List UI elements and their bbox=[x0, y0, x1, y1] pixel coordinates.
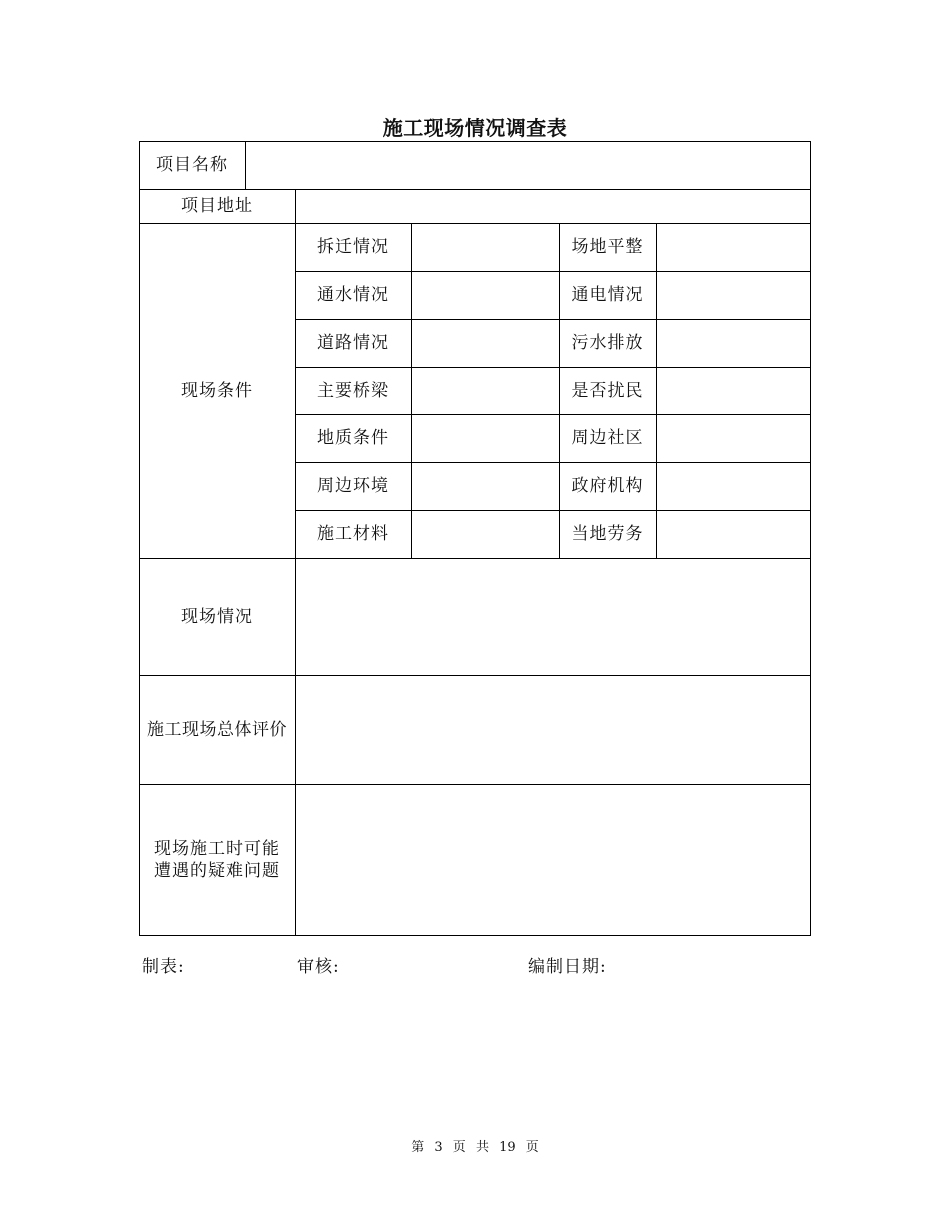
condition-right-value[interactable] bbox=[657, 415, 810, 462]
condition-left-value[interactable] bbox=[412, 511, 559, 558]
condition-left-value[interactable] bbox=[412, 320, 559, 367]
condition-right-label: 周边社区 bbox=[571, 428, 644, 448]
condition-right-value[interactable] bbox=[657, 272, 810, 319]
condition-left-value[interactable] bbox=[412, 368, 559, 414]
condition-left-label: 通水情况 bbox=[317, 285, 389, 305]
page-number bbox=[0, 1136, 950, 1155]
page-prefix: 第 bbox=[411, 1140, 425, 1155]
condition-right-label: 通电情况 bbox=[571, 285, 644, 305]
overall-evaluation-field[interactable] bbox=[296, 676, 810, 784]
page-middle1: 页 bbox=[452, 1140, 466, 1155]
condition-left-label: 主要桥梁 bbox=[317, 380, 389, 401]
page-total: 19 bbox=[499, 1140, 516, 1155]
site-situation-field[interactable] bbox=[296, 559, 810, 675]
condition-right-value[interactable] bbox=[657, 224, 810, 271]
condition-right-value[interactable] bbox=[657, 320, 810, 367]
difficulties-field[interactable] bbox=[296, 785, 810, 935]
page-middle2: 共 bbox=[475, 1140, 489, 1155]
condition-left-label: 周边环境 bbox=[317, 476, 389, 496]
condition-right-label: 场地平整 bbox=[571, 237, 644, 257]
project-name-field[interactable] bbox=[246, 142, 810, 189]
condition-left-label: 施工材料 bbox=[317, 524, 389, 544]
condition-right-label: 是否扰民 bbox=[571, 380, 644, 401]
condition-left-value[interactable] bbox=[412, 224, 559, 271]
condition-right-label: 当地劳务 bbox=[571, 524, 644, 544]
condition-left-value[interactable] bbox=[412, 272, 559, 319]
condition-right-label: 污水排放 bbox=[571, 333, 644, 353]
site-situation-label: 现场情况 bbox=[181, 606, 253, 627]
condition-right-label: 政府机构 bbox=[571, 476, 644, 496]
difficulties-label-line1: 现场施工时可能 bbox=[154, 838, 280, 859]
page-suffix: 页 bbox=[525, 1140, 539, 1155]
page-title: 施工现场情况调查表 bbox=[382, 116, 568, 140]
condition-right-value[interactable] bbox=[657, 368, 810, 414]
condition-left-label: 道路情况 bbox=[317, 333, 389, 353]
site-conditions-label: 现场条件 bbox=[181, 380, 253, 401]
project-address-label: 项目地址 bbox=[181, 196, 253, 216]
table-border-right bbox=[810, 141, 811, 936]
project-name-label: 项目名称 bbox=[156, 155, 228, 175]
condition-left-value[interactable] bbox=[412, 415, 559, 462]
table-border-bottom bbox=[139, 935, 811, 936]
project-address-field[interactable] bbox=[296, 190, 810, 223]
overall-evaluation-label: 施工现场总体评价 bbox=[147, 719, 287, 740]
condition-right-value[interactable] bbox=[657, 511, 810, 558]
page-current: 3 bbox=[434, 1140, 443, 1155]
reviewed-by-label: 审核: bbox=[297, 957, 340, 977]
condition-left-value[interactable] bbox=[412, 463, 559, 510]
condition-right-value[interactable] bbox=[657, 463, 810, 510]
compile-date-label: 编制日期: bbox=[528, 957, 607, 977]
difficulties-label bbox=[139, 784, 295, 935]
prepared-by-label: 制表: bbox=[142, 957, 185, 977]
condition-left-label: 地质条件 bbox=[317, 428, 389, 448]
condition-left-label: 拆迁情况 bbox=[317, 237, 389, 257]
difficulties-label-line2: 遭遇的疑难问题 bbox=[154, 860, 280, 881]
